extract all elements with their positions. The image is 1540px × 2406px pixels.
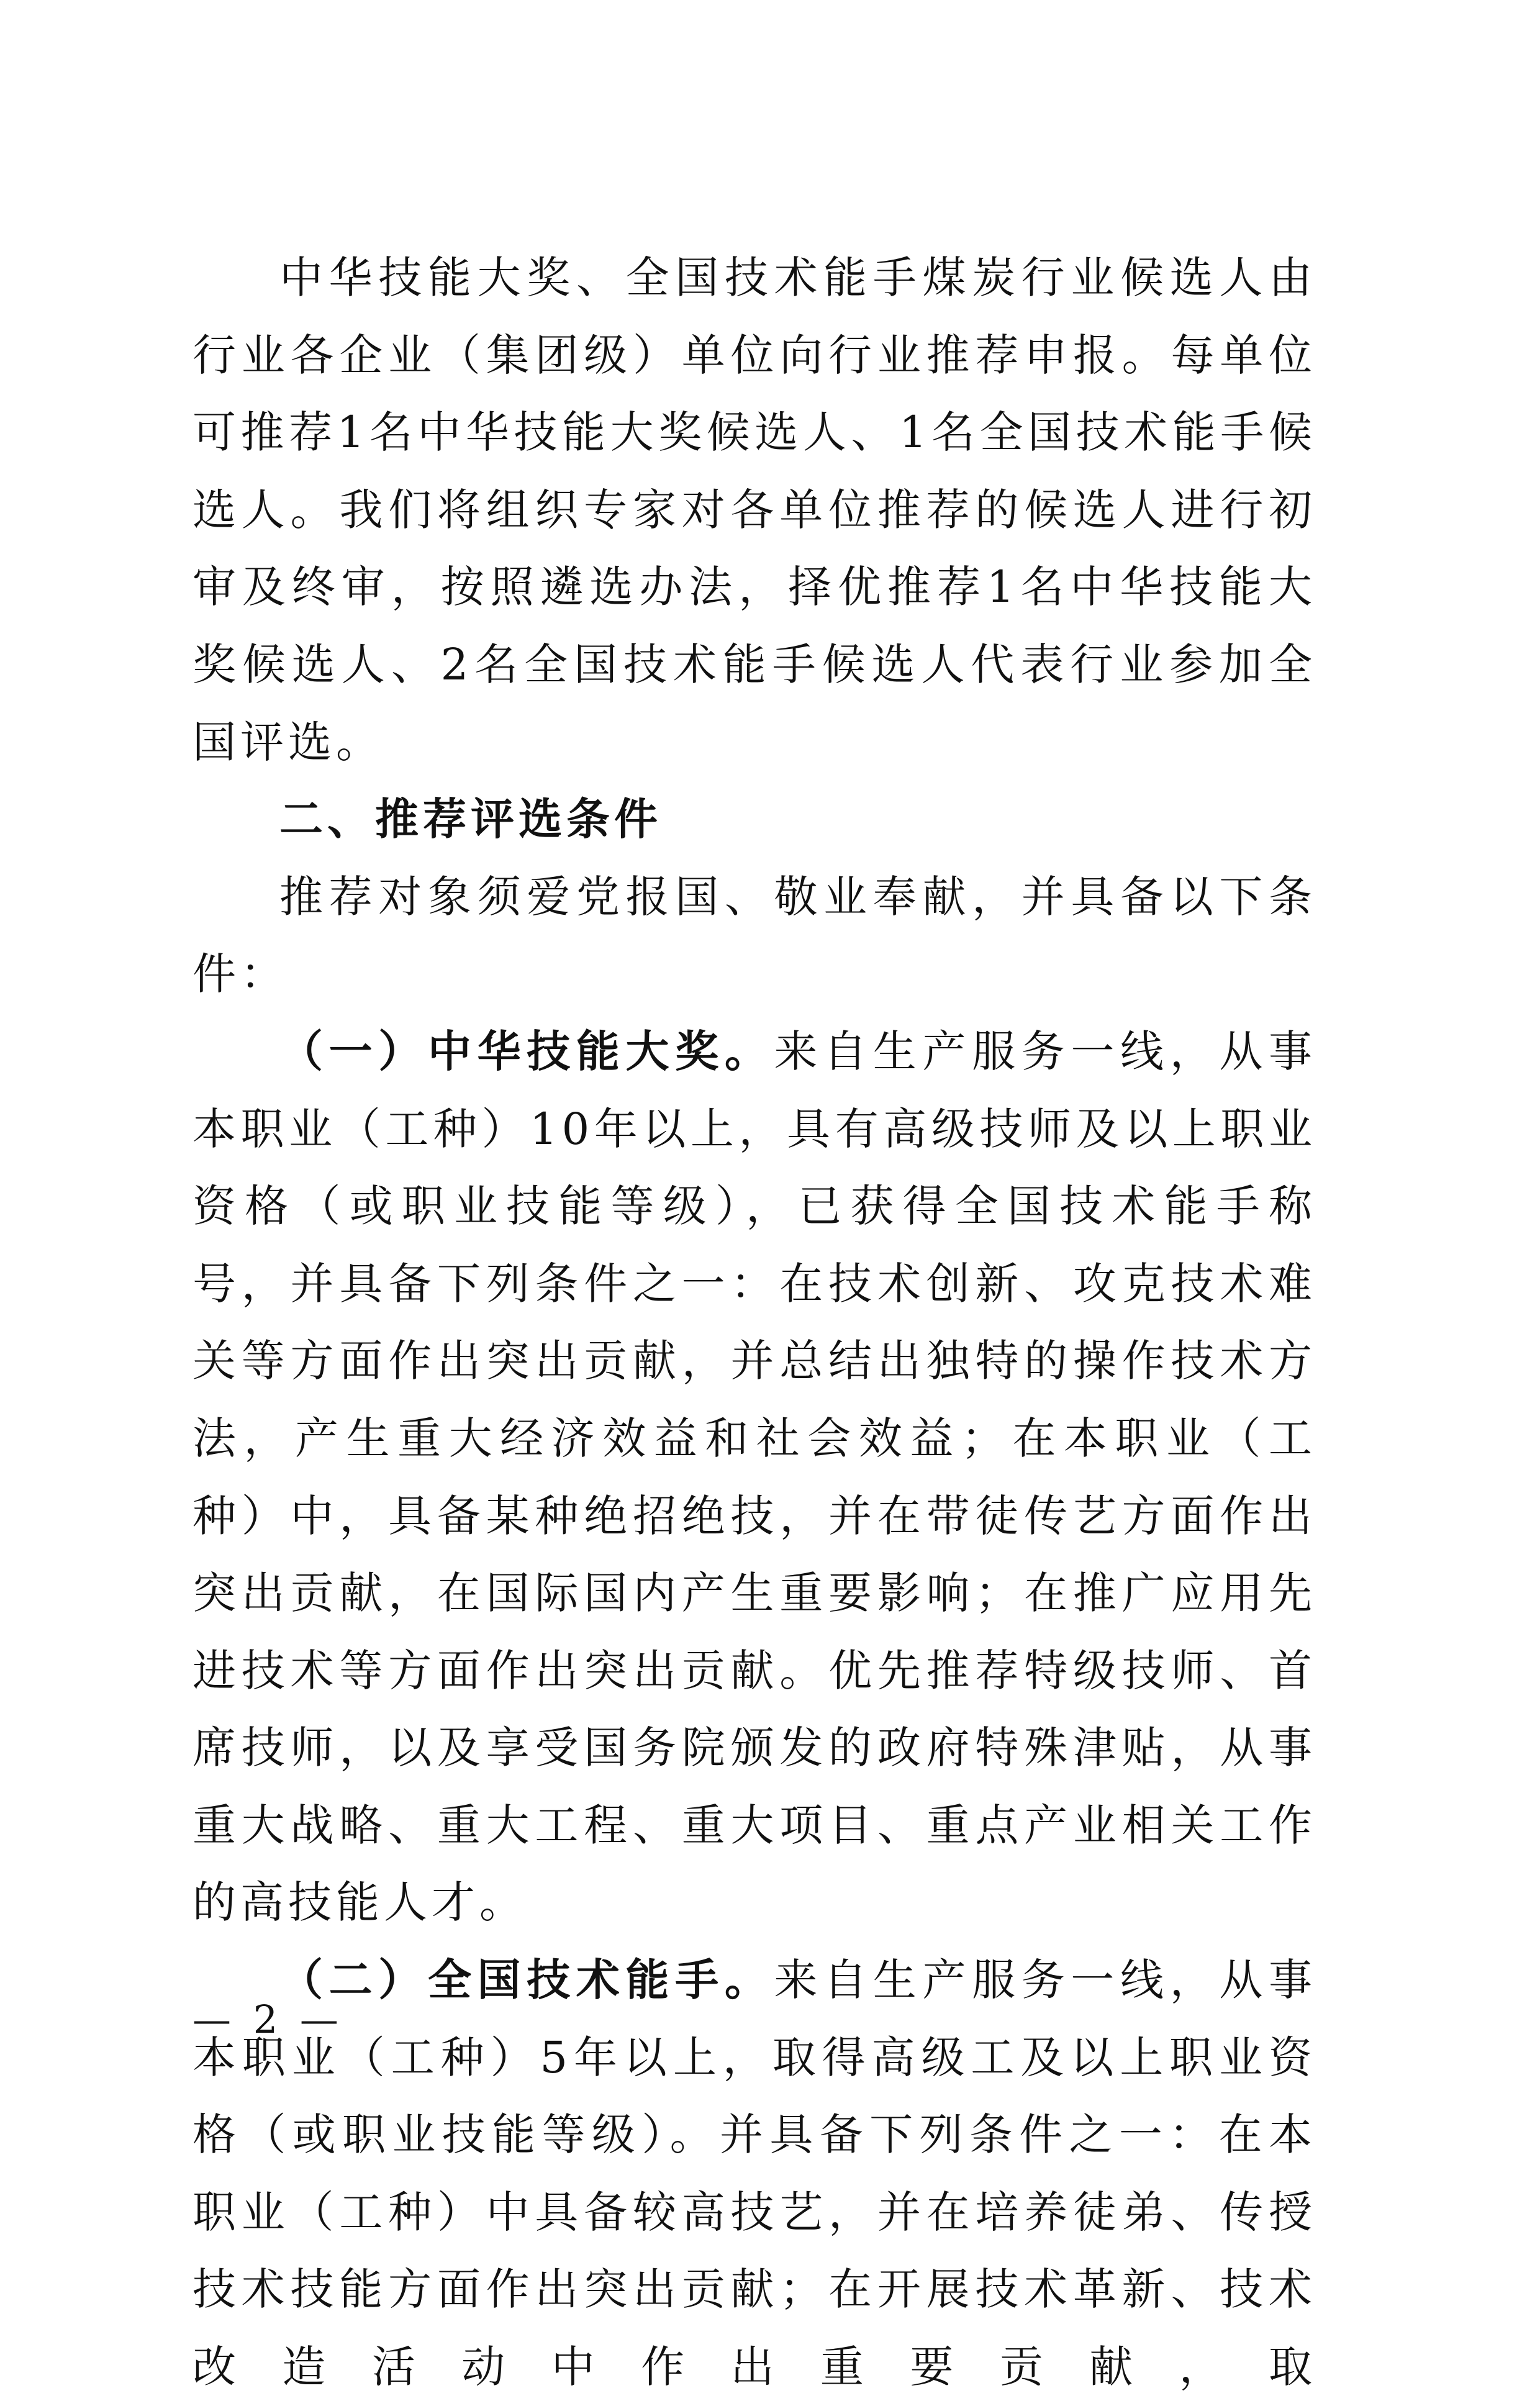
- section-heading-criteria: 二、推荐评选条件: [279, 794, 662, 845]
- document-body: [192, 239, 1316, 2406]
- text-national-technical-expert: 来自生产服务一线，从事本职业（工种）5年以上，取得高级工及以上职业资格（或职业技能等级）。并具备下列条件之一：在本职业（工种）中具备较高技艺，并在培养徒弟、传授技术技能方面作出突出贡献；在开展技术革新、技术改造活动中作出重要贡献，取: [192, 1954, 1316, 2393]
- paragraph-national-technical-expert: [192, 1941, 1316, 2406]
- paragraph-nomination-process: 中华技能大奖、全国技术能手煤炭行业候选人由行业各企业（集团级）单位向行业推荐申报。每单位可推荐1名中华技能大奖候选人、1名全国技术能手候选人。我们将组织专家对各单位推荐的候选人进行初审及终审，按照遴选办法，择优推荐1名中华技能大奖候选人、2名全国技术能手候选人代表行业参加全国评选。: [192, 252, 1316, 768]
- subheading-china-skills-award: （一）中华技能大奖。: [279, 1025, 774, 1077]
- subheading-national-technical-expert: （二）全国技术能手。: [279, 1954, 774, 2006]
- paragraph-china-skills-award: [192, 1013, 1316, 1941]
- page-number: — 2 —: [192, 1997, 343, 2042]
- paragraph-criteria-intro: 推荐对象须爱党报国、敬业奉献，并具备以下条件：: [192, 871, 1316, 1000]
- text-china-skills-award: 来自生产服务一线，从事本职业（工种）10年以上，具有高级技师及以上职业资格（或职业技能等级），已获得全国技术能手称号，并具备下列条件之一：在技术创新、攻克技术难关等方面作出突出贡献，并总结出独特的操作技术方法，产生重大经济效益和社会效益；在本职业（工种）中，具备某种绝招绝技，并在带徒传艺方面作出突出贡献，在国际国内产生重要影响；在推广应用先进技术等方面作出突出贡献。优先推荐特级技师、首席技师，以及享受国务院颁发的政府特殊津贴，从事重大战略、重大工程、重大项目、重点产业相关工作的高技能人才。: [192, 1025, 1316, 1928]
